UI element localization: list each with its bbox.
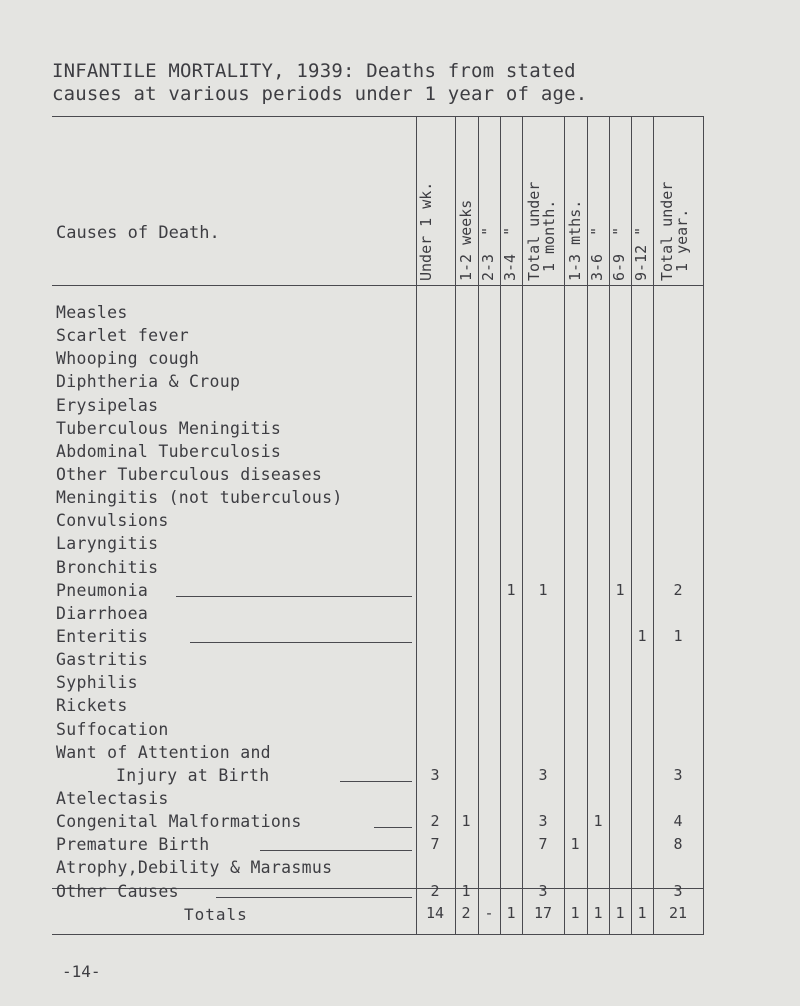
cause-row: Meningitis (not tuberculous): [56, 488, 343, 508]
cause-row: Abdominal Tuberculosis: [56, 441, 282, 461]
value-cell: 3: [673, 881, 683, 900]
page-number: -14-: [62, 962, 101, 981]
cause-row: Atelectasis: [56, 788, 169, 808]
cause-row: Bronchitis: [56, 557, 159, 577]
cause-row: Premature Birth: [56, 833, 343, 856]
cause-row: Diphtheria & Croup: [56, 372, 241, 392]
page-title: [52, 60, 752, 106]
total-cell: 1: [570, 904, 580, 922]
total-cell: 17: [533, 904, 553, 922]
cause-row: Erysipelas: [56, 395, 159, 415]
cause-row: Gastritis: [56, 650, 149, 670]
value-cell: 7: [538, 835, 548, 854]
leader-line: [340, 781, 412, 782]
value-cell: 2: [430, 812, 440, 831]
cause-row: Other Causes: [56, 880, 343, 903]
total-cell: 14: [425, 904, 445, 922]
cause-row: Suffocation: [56, 719, 169, 739]
value-cell: 3: [430, 766, 440, 784]
value-cell: 1: [461, 812, 471, 831]
mortality-table: [52, 116, 704, 935]
leader-line: [374, 827, 412, 828]
col-header-total-year: Total under 1 year.: [658, 181, 691, 281]
col-header-under-1wk: Under 1 wk.: [417, 181, 435, 281]
value-cell: 2: [430, 881, 440, 900]
col-header-3-4: 3-4 ": [501, 226, 519, 281]
causes-list: [56, 301, 343, 903]
value-cell: 1: [570, 835, 580, 854]
total-cell: 1: [593, 904, 603, 922]
value-cell: 8: [673, 835, 683, 854]
value-cell: 3: [538, 881, 548, 900]
cause-row: Diarrhoea: [56, 603, 149, 623]
leader-line: [176, 596, 412, 597]
header-rule: [52, 285, 704, 286]
col-header-2-3: 2-3 ": [479, 226, 497, 281]
value-cell: 3: [538, 812, 548, 831]
title-line-1: INFANTILE MORTALITY, 1939: Deaths from stated: [52, 60, 576, 82]
value-cell: 1: [637, 627, 647, 646]
value-cell: 1: [461, 881, 471, 900]
value-cell: 1: [506, 580, 516, 599]
col-header-1-2-weeks: 1-2 weeks: [457, 199, 475, 281]
value-cell: 1: [538, 580, 548, 599]
leader-line: [216, 897, 412, 898]
cause-row: Syphilis: [56, 673, 138, 693]
total-cell: 21: [668, 904, 688, 922]
cause-row: Want of Attention and: [56, 742, 271, 762]
cause-row: Measles: [56, 303, 128, 322]
total-cell: -: [484, 904, 494, 922]
causes-header: Causes of Death.: [56, 223, 220, 243]
cause-row: Rickets: [56, 696, 128, 716]
col-divider: [653, 117, 654, 934]
col-header-9-12: 9-12 ": [632, 226, 650, 281]
cause-row: Laryngitis: [56, 534, 159, 554]
cause-row: Congenital Malformations: [56, 810, 343, 833]
total-cell: 1: [637, 904, 647, 922]
total-cell: 2: [461, 904, 471, 922]
col-header-1-3-mths: 1-3 mths.: [566, 199, 584, 281]
cause-row: Injury at Birth: [56, 764, 343, 787]
cause-row: Tuberculous Meningitis: [56, 418, 282, 438]
leader-line: [190, 642, 412, 643]
leader-line: [260, 850, 412, 851]
value-cell: 1: [673, 627, 683, 646]
col-divider: [703, 117, 704, 934]
value-cell: 3: [538, 766, 548, 784]
cause-row: Scarlet fever: [56, 326, 190, 346]
value-cell: 2: [673, 580, 683, 599]
title-line-2: causes at various periods under 1 year of age.: [52, 83, 588, 105]
value-cell: 4: [673, 812, 683, 831]
col-header-total-month: Total under 1 month.: [525, 181, 558, 281]
cause-row: Whooping cough: [56, 349, 200, 369]
cause-row: Other Tuberculous diseases: [56, 464, 323, 484]
cause-row: Atrophy,Debility & Marasmus: [56, 858, 333, 878]
value-cell: 1: [615, 580, 625, 599]
total-cell: 1: [506, 904, 516, 922]
col-divider: [564, 117, 565, 934]
total-cell: 1: [615, 904, 625, 922]
value-cell: 1: [593, 812, 603, 831]
totals-label: Totals: [184, 905, 248, 924]
col-header-6-9: 6-9 ": [610, 226, 628, 281]
value-cell: 3: [673, 766, 683, 784]
value-cell: 7: [430, 835, 440, 854]
cause-row: Pneumonia: [56, 579, 343, 602]
cause-row: Enteritis: [56, 625, 343, 648]
col-divider: [522, 117, 523, 934]
cause-row: Convulsions: [56, 511, 169, 531]
col-header-3-6: 3-6 ": [588, 226, 606, 281]
